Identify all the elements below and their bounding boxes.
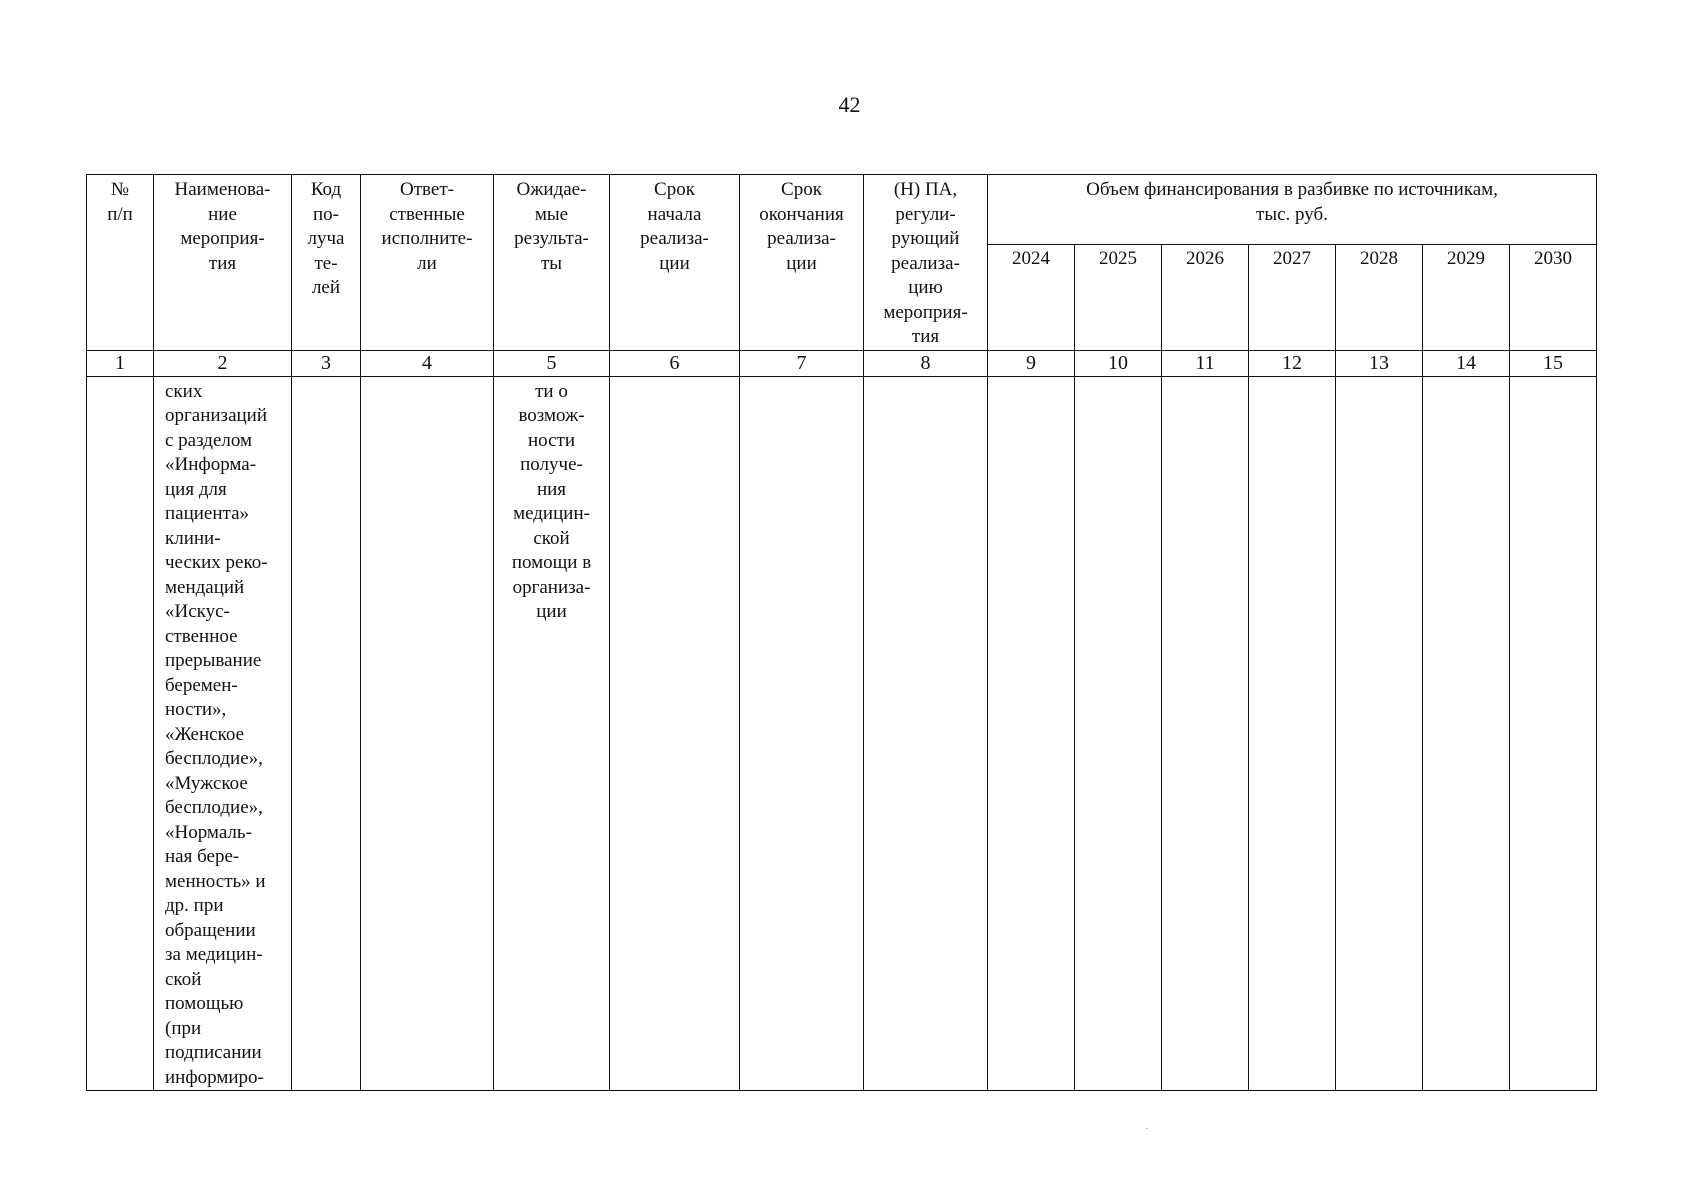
header-index-label: № п/п	[107, 179, 133, 225]
header-year	[1249, 245, 1336, 350]
header-year	[1510, 245, 1597, 350]
column-number: 8	[864, 350, 988, 376]
header-activity-name-label: Наименова- ние мероприя- тия	[174, 179, 271, 274]
header-year-label: 2025	[1099, 248, 1137, 270]
table-row	[87, 376, 1597, 1091]
header-recipient-code-label: Код по- луча те- лей	[307, 179, 345, 298]
header-year-label: 2027	[1273, 248, 1311, 270]
cell-recipient-code	[292, 376, 361, 1091]
expected-results-text: ти о возмож- ности получе- ния медицин- ской помощи в организа- ции	[511, 380, 592, 622]
header-funding-label: Объем финансирования в разбивке по источникам, тыс. руб.	[1086, 179, 1498, 225]
cell-year-2028	[1336, 376, 1423, 1091]
cell-regulation	[864, 376, 988, 1091]
activity-name-text: ских организаций с разделом «Информа- ция для пациента» клини- ческих реко- мендаций «Искус- ственное прерывание беремен- ности», «Женское бесплодие», «Мужское бесплодие», «Нормаль- ная бере- менность» и др. при обращении за медицин- ской помощью (при подписании информиро-	[165, 380, 268, 1088]
column-number-row	[87, 350, 1597, 376]
header-year-label: 2030	[1534, 248, 1573, 270]
header-year-label: 2026	[1186, 248, 1224, 270]
cell-expected-results	[494, 376, 610, 1091]
header-index	[87, 175, 154, 351]
cell-year-2030	[1510, 376, 1597, 1091]
column-number: 10	[1075, 350, 1162, 376]
cell-year-2029	[1423, 376, 1510, 1091]
cell-year-2024	[988, 376, 1075, 1091]
header-year-label: 2029	[1447, 248, 1485, 270]
header-funding	[988, 175, 1597, 245]
header-year	[1423, 245, 1510, 350]
header-recipient-code	[292, 175, 361, 351]
column-number: 3	[292, 350, 361, 376]
column-number: 11	[1162, 350, 1249, 376]
header-year	[988, 245, 1075, 350]
column-number: 9	[988, 350, 1075, 376]
column-number: 5	[494, 350, 610, 376]
header-regulation	[864, 175, 988, 351]
header-row	[87, 175, 1597, 245]
column-number: 15	[1510, 350, 1597, 376]
header-year-label: 2024	[1012, 248, 1050, 270]
cell-responsible	[361, 376, 494, 1091]
header-year	[1075, 245, 1162, 350]
header-responsible	[361, 175, 494, 351]
cell-start-date	[610, 376, 740, 1091]
header-year	[1162, 245, 1249, 350]
header-start-date-label: Срок начала реализа- ции	[640, 179, 709, 274]
cell-year-2027	[1249, 376, 1336, 1091]
header-expected-results-label: Ожидае- мые результа- ты	[514, 179, 589, 274]
cell-year-2025	[1075, 376, 1162, 1091]
header-regulation-label: (Н) ПА, регули- рующий реализа- цию мероприя- тия	[883, 179, 968, 347]
header-year	[1336, 245, 1423, 350]
cell-year-2026	[1162, 376, 1249, 1091]
cell-index	[87, 376, 154, 1091]
program-table	[86, 174, 1597, 1091]
column-number: 1	[87, 350, 154, 376]
column-number: 4	[361, 350, 494, 376]
cell-end-date	[740, 376, 864, 1091]
column-number: 2	[154, 350, 292, 376]
scan-speck	[1146, 1128, 1148, 1129]
cell-activity-name	[154, 376, 292, 1091]
header-responsible-label: Ответ- ственные исполните- ли	[381, 179, 473, 274]
column-number: 6	[610, 350, 740, 376]
column-number: 12	[1249, 350, 1336, 376]
header-end-date	[740, 175, 864, 351]
header-expected-results	[494, 175, 610, 351]
column-number: 14	[1423, 350, 1510, 376]
header-activity-name	[154, 175, 292, 351]
page-number: 42	[838, 92, 861, 117]
column-number: 13	[1336, 350, 1423, 376]
header-year-label: 2028	[1360, 248, 1398, 270]
column-number: 7	[740, 350, 864, 376]
header-start-date	[610, 175, 740, 351]
header-end-date-label: Срок окончания реализа- ции	[759, 179, 844, 274]
